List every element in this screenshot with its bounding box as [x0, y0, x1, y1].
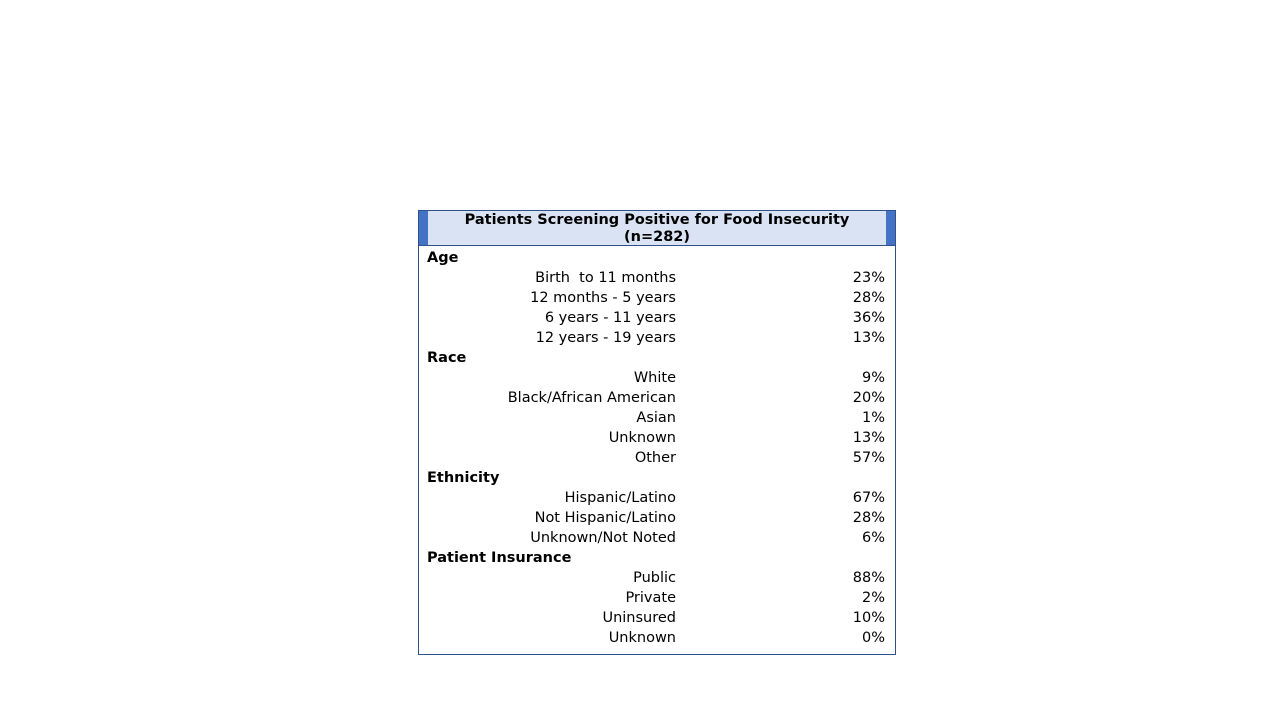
table-row [419, 608, 895, 628]
row-value: 57% [852, 450, 885, 466]
table-row [419, 588, 895, 608]
row-value: 20% [852, 390, 885, 406]
table-row [419, 368, 895, 388]
demographics-table [418, 210, 896, 655]
row-label: 12 years - 19 years [535, 330, 676, 346]
table-row [419, 528, 895, 548]
row-label: Public [633, 570, 676, 586]
row-label: Other [634, 450, 676, 466]
section-label: Ethnicity [427, 470, 500, 486]
table-row [419, 268, 895, 288]
table-row [419, 508, 895, 528]
row-value: 2% [861, 590, 885, 606]
row-label: Hispanic/Latino [564, 490, 676, 506]
row-label: Private [625, 590, 676, 606]
row-value: 28% [852, 510, 885, 526]
section-row [419, 348, 895, 368]
section-row [419, 548, 895, 568]
table-row [419, 328, 895, 348]
row-value: 13% [852, 430, 885, 446]
row-label: Asian [636, 410, 676, 426]
section-row [419, 468, 895, 488]
table-title [428, 212, 886, 246]
table-row [419, 488, 895, 508]
row-value: 0% [861, 630, 885, 646]
row-label: Black/African American [507, 390, 676, 406]
table-body [419, 248, 895, 648]
table-title-line1: Patients Screening Positive for Food Insecurity [464, 212, 850, 228]
row-label: Unknown/Not Noted [530, 530, 676, 546]
table-row [419, 568, 895, 588]
row-label: White [633, 370, 676, 386]
row-label: 6 years - 11 years [544, 310, 676, 326]
row-value: 67% [852, 490, 885, 506]
table-row [419, 288, 895, 308]
row-label: Birth to 11 months [535, 270, 676, 286]
table-title-line2: (n=282) [624, 229, 690, 245]
header-accent-left [419, 211, 428, 245]
row-label: Unknown [608, 630, 676, 646]
section-label: Age [427, 250, 459, 266]
row-value: 23% [852, 270, 885, 286]
section-label: Race [427, 350, 467, 366]
table-header [419, 211, 895, 246]
header-accent-right [886, 211, 895, 245]
table-row [419, 628, 895, 648]
row-label: 12 months - 5 years [530, 290, 676, 306]
row-label: Unknown [608, 430, 676, 446]
row-value: 9% [861, 370, 885, 386]
table-row [419, 308, 895, 328]
section-label: Patient Insurance [427, 550, 572, 566]
row-value: 88% [852, 570, 885, 586]
row-value: 13% [852, 330, 885, 346]
row-value: 6% [861, 530, 885, 546]
table-row [419, 428, 895, 448]
row-value: 1% [861, 410, 885, 426]
table-row [419, 388, 895, 408]
row-value: 36% [852, 310, 885, 326]
row-label: Uninsured [602, 610, 676, 626]
row-value: 28% [852, 290, 885, 306]
section-row [419, 248, 895, 268]
table-row [419, 408, 895, 428]
row-label: Not Hispanic/Latino [534, 510, 676, 526]
row-value: 10% [852, 610, 885, 626]
table-row [419, 448, 895, 468]
